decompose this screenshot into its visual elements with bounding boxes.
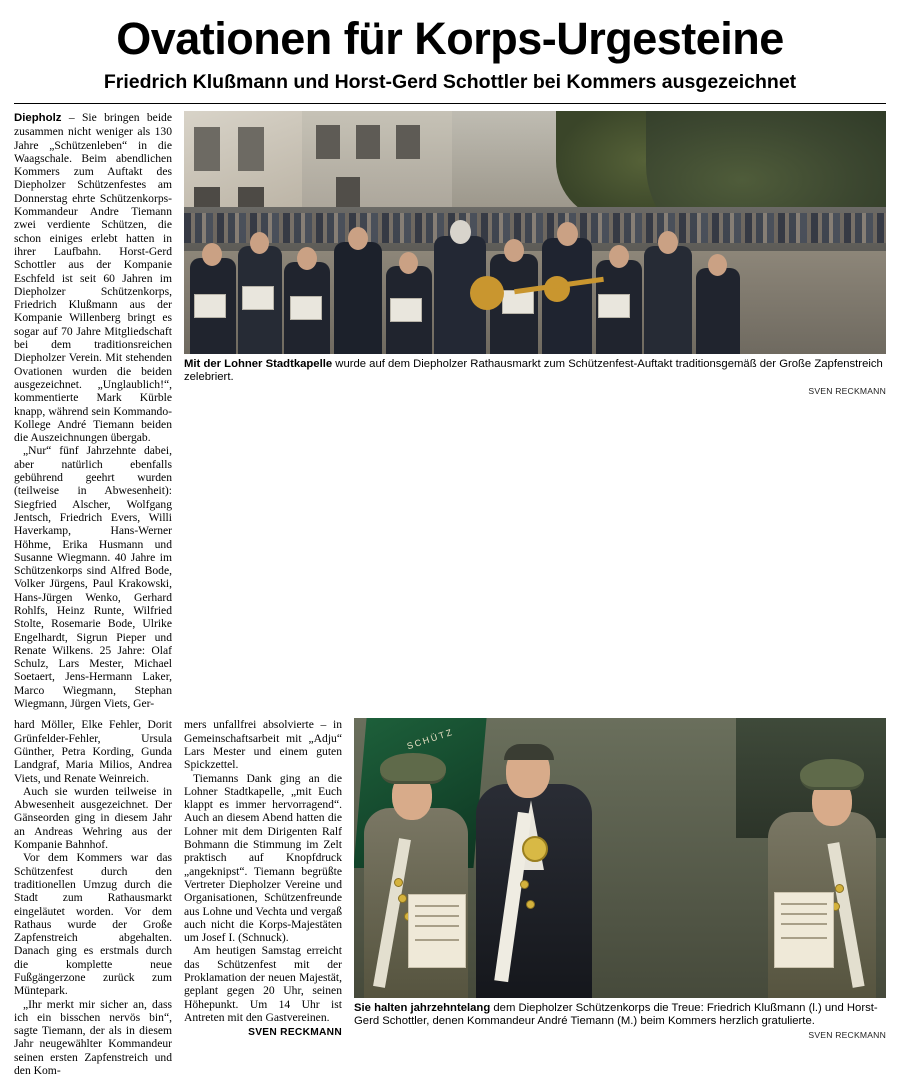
hat-right xyxy=(800,759,864,790)
paragraph: mers unfallfrei absolvierte – in Gemeinschaftsarbeit mit „Adju“ Lars Mester und einem guten Spickzettel. xyxy=(184,718,342,772)
paragraph: Auch sie wurden teilweise in Abwesenheit ausgezeichnet. Der Gänseorden ging in diesem Jahr an Andreas Wehring aus der Kompanie Bahnhof. xyxy=(14,784,172,852)
paragraph xyxy=(14,111,172,444)
person-middle xyxy=(476,784,592,998)
top-photo-caption xyxy=(184,358,886,384)
flag-text: SCHÜTZ xyxy=(405,727,455,752)
caption-text: dem Diepholzer Schützenkorps die Treue: Friedrich Klußmann (l.) und Horst-Gerd Schottler, denen Kommandeur André Tiemann (M.) beim Kommers herzlich gratulierte. xyxy=(354,1002,878,1028)
top-photo-block xyxy=(184,111,886,710)
newspaper-page xyxy=(0,13,900,1077)
hair-middle xyxy=(504,744,554,760)
bottom-photo-caption xyxy=(354,1002,886,1028)
paragraph: „Ihr merkt mir sicher an, dass ich ein bisschen nervös bin“, sagte Tiemann, der als in diesem Jahr neugewählter Kommandeur seinen ersten Zapfenstreich und den Kom- xyxy=(14,997,172,1077)
article-column-2 xyxy=(14,718,172,1077)
top-photo-credit: SVEN RECKMANN xyxy=(808,386,886,396)
person-left xyxy=(364,808,468,998)
paragraph: Tiemanns Dank ging an die Lohner Stadtkapelle, „mit Euch klappt es immer hervorragend“. Auch an diesem Abend hatten die Lohner mit dem Dirigenten Ralf Bohmann die Stimmung im Zelt praktisch auf Knopfdruck „angeknipst“. Tiemann begrüßte Vertreter Diepholzer Vereine und Organisationen, Schützenfreunde aus Lohne und Vechta und vergaß auch nicht die Korps-Majestäten um Josef I. (Schnuck). xyxy=(184,771,342,945)
paragraph: Vor dem Kommers war das Schützenfest durch den traditionellen Umzug durch die Stadt zum Rathausmarkt eingeläutet worden. Vor dem Rathaus wurde der Große Zapfenstreich abgehalten. Danach ging es erstmals durch die komplette neue Fußgängerzone zurück zum Müntepark. xyxy=(14,851,172,998)
column-gap xyxy=(172,111,184,710)
hat-left xyxy=(380,753,446,784)
paragraph-text: – Sie bringen beide zusammen nicht weniger als 130 Jahre „Schützenleben“ in die Waagschale. Beim abendlichen Kommers zum Auftakt des Diepholzer Schützenfestes am Donnerstag ehrte Schützenkorps-Kommandeur Andre Tiemann zwei verdiente Schützen, die schon einiges erlebt hatten in ihrer Laufbahn. Horst-Gerd Schottler aus der Kompanie Eschfeld ist seit 60 Jahren im Diepholzer Schützenkorps, Friedrich Klußmann aus der Kompanie Willenberg bringt es sogar auf 70 Jahre Mitgliedschaft bei dem traditionsreichen Diepholzer Verein. Mit stehenden Ovationen wurden die beiden ausgezeichnet. „Unglaublich!“, kommentierte Mark Kürble knapp, während sein Kommando-Kollege André Tiemann beiden die Auszeichnungen übergab. xyxy=(14,111,172,445)
dateline: Diepholz xyxy=(14,112,62,124)
top-block xyxy=(14,111,886,710)
bottom-photo-block xyxy=(354,718,886,1077)
article-column-1 xyxy=(14,111,172,710)
band-photo xyxy=(184,111,886,354)
caption-lead: Mit der Lohner Stadtkapelle xyxy=(184,358,333,370)
header-divider xyxy=(14,103,886,104)
column-gap xyxy=(172,718,184,1077)
paragraph: „Nur“ fünf Jahrzehnte dabei, aber natürlich ebenfalls gebührend geehrt wurden (teilweise in Abwesenheit): Siegfried Alscher, Wolfgang Jentsch, Friedrich Evers, Willi Haverkamp, Hans-Werner Höhme, Erika Husmann und Susanne Wiegmann. 40 Jahre im Schützenkorps sind Alfred Bode, Volker Jürgens, Paul Krakowski, Hans-Jürgen Wenko, Gerhard Rohlfs, Heinz Runte, Wilfried Stolte, Rosemarie Bode, Ulrike Engelhardt, Sigrun Pieper und Renate Wilkens. 25 Jahre: Olaf Schulz, Lars Mester, Michael Soetaert, Jens-Hermann Laker, Marco Wiegmann, Stephan Wiegmann, Jürgen Viets, Ger- xyxy=(14,444,172,711)
page-title: Ovationen für Korps-Urgesteine xyxy=(116,13,784,64)
article-column-3 xyxy=(184,718,342,1077)
paragraph: hard Möller, Elke Fehler, Dorit Grünfelder-Fehler, Ursula Günther, Petra Kording, Gunda Landgraf, Maria Milios, Andrea Viets, und Renate Weinreich. xyxy=(14,718,172,785)
page-subtitle: Friedrich Klußmann und Horst-Gerd Schottler bei Kommers ausgezeichnet xyxy=(103,71,797,93)
photo-musicians xyxy=(184,211,886,354)
column-gap xyxy=(342,718,354,1077)
bottom-photo-credit: SVEN RECKMANN xyxy=(808,1030,886,1041)
paragraph: Am heutigen Samstag erreicht das Schützenfest mit der Proklamation der neuen Majestät, geplant gegen 20 Uhr, seinen Höhepunkt. Um 14 Uhr ist Antreten mit den Gastvereinen. xyxy=(184,944,342,1024)
lower-block xyxy=(14,718,886,1077)
photo-building-middle xyxy=(302,111,452,221)
article-byline: SVEN RECKMANN xyxy=(248,1027,342,1039)
honorees-photo xyxy=(354,718,886,998)
caption-lead: Sie halten jahrzehntelang xyxy=(354,1002,491,1015)
person-right xyxy=(768,812,876,998)
caption-text: wurde auf dem Diepholzer Rathausmarkt zum Schützenfest-Auftakt traditionsgemäß der Große Zapfenstreich zelebriert. xyxy=(184,358,883,383)
